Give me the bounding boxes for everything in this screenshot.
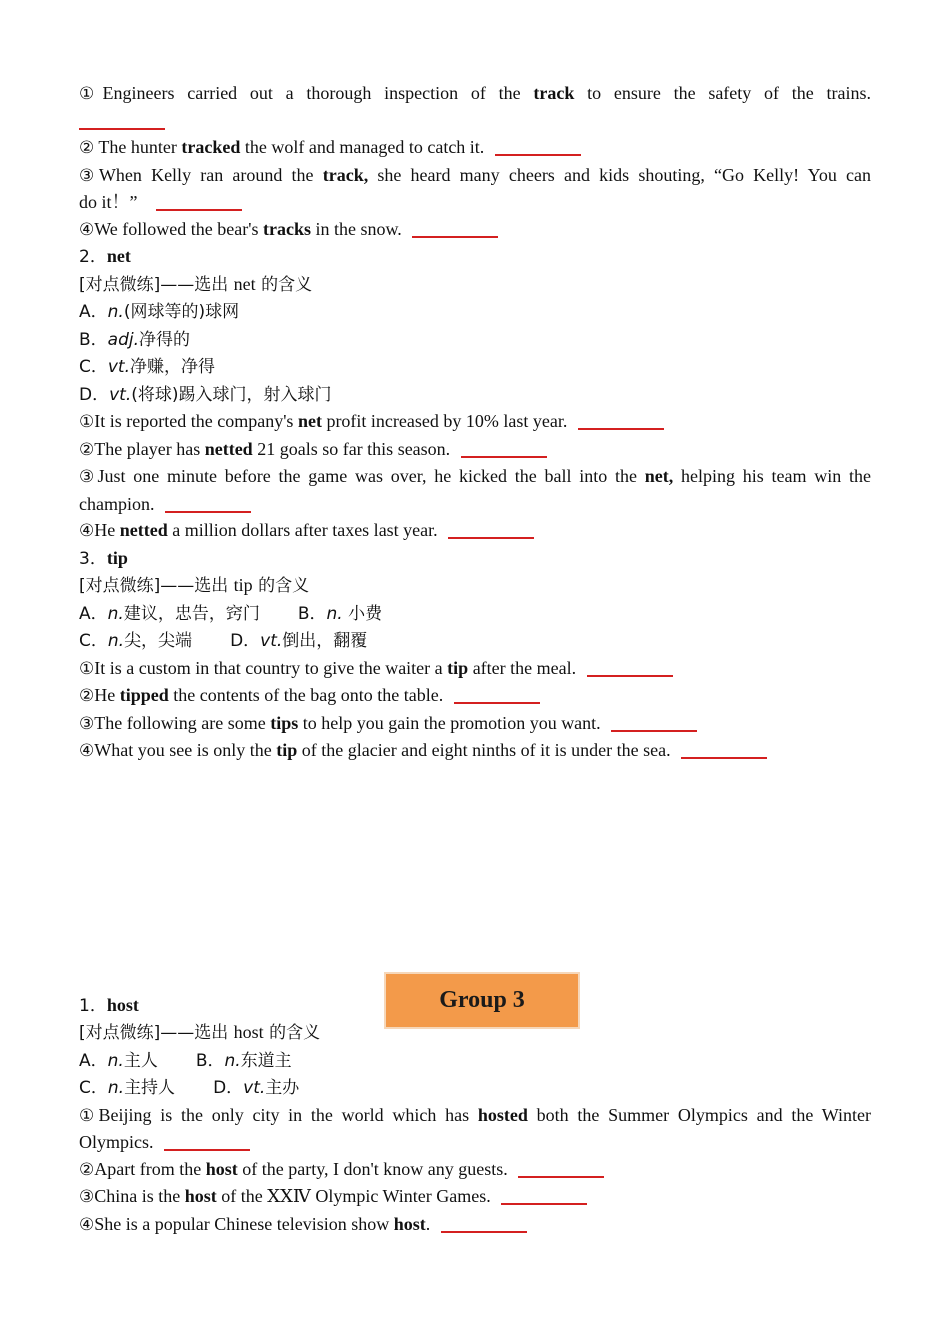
net-sentence-3: ③Just one minute before the game was over, he kicked the ball into the net, helping his team win the (79, 466, 871, 487)
answer-blank[interactable] (448, 519, 534, 539)
host-sentence-3: ③China is the host of the ⅩⅩⅣ Olympic Winter Games. (79, 1183, 871, 1211)
net-option-d: D．vt.(将球)踢入球门，射入球门 (79, 384, 332, 405)
host-sentence-1: ①Beijing is the only city in the world which has hosted both the Summer Olympics and the Winter (79, 1104, 871, 1126)
answer-blank[interactable] (501, 1185, 587, 1205)
answer-blank[interactable] (156, 191, 242, 211)
tip-options-ab: A．n.建议，忠告，窍门 B．n. 小费 (79, 603, 383, 624)
net-sentence-2: ②The player has netted 21 goals so far this season. (79, 436, 871, 464)
answer-blank[interactable] (454, 684, 540, 704)
net-option-a: A．n.(网球等的)球网 (79, 302, 240, 322)
answer-blank[interactable] (441, 1213, 527, 1233)
answer-blank[interactable] (461, 438, 547, 458)
answer-blank[interactable] (164, 1131, 250, 1151)
host-heading: 1．host (79, 994, 139, 1016)
track-sentence-1-answer-line (79, 108, 871, 135)
answer-blank[interactable] (611, 712, 697, 732)
host-options-cd: C．n.主持人 D．vt.主办 (79, 1078, 300, 1098)
track-sentence-4: ④We followed the bear's tracks in the snow. (79, 216, 871, 244)
net-sentence-3-cont: champion. (79, 491, 871, 518)
group-3-banner: Group 3 (384, 972, 580, 1029)
tip-options-cd: C．n.尖，尖端 D．vt.倒出，翻覆 (79, 631, 368, 651)
tip-task: [对点微练]——选出 tip 的含义 (79, 575, 310, 596)
net-heading: 2．net (79, 246, 131, 267)
answer-blank[interactable] (79, 110, 165, 130)
track-sentence-1: ①Engineers carried out a thorough inspection of the track to ensure the safety of the trains. (79, 83, 872, 104)
tip-sentence-1: ①It is a custom in that country to give the waiter a tip after the meal. (79, 655, 871, 683)
host-sentence-4: ④She is a popular Chinese television show host. (79, 1211, 871, 1239)
answer-blank[interactable] (578, 410, 664, 430)
net-sentence-1: ①It is reported the company's net profit increased by 10% last year. (79, 408, 871, 436)
net-option-c: C．vt.净赚，净得 (79, 357, 216, 377)
host-task: [对点微练]——选出 host 的含义 (79, 1022, 321, 1043)
answer-blank[interactable] (495, 136, 581, 156)
host-options-ab: A．n.主人 B．n.东道主 (79, 1050, 292, 1071)
host-sentence-1-cont: Olympics. (79, 1129, 871, 1156)
net-sentence-4: ④He netted a million dollars after taxes last year. (79, 517, 871, 545)
answer-blank[interactable] (681, 739, 767, 759)
host-sentence-2: ②Apart from the host of the party, I don't know any guests. (79, 1156, 871, 1184)
answer-blank[interactable] (518, 1158, 604, 1178)
answer-blank[interactable] (412, 218, 498, 238)
net-task: [对点微练]——选出 net 的含义 (79, 273, 313, 295)
net-option-b: B．adj.净得的 (79, 329, 191, 350)
tip-sentence-4: ④What you see is only the tip of the glacier and eight ninths of it is under the sea. (79, 737, 871, 765)
track-sentence-3-cont: do it！” (79, 189, 871, 216)
answer-blank[interactable] (587, 657, 673, 677)
tip-sentence-2: ②He tipped the contents of the bag onto the table. (79, 682, 871, 710)
answer-blank[interactable] (165, 493, 251, 513)
track-sentence-2: ② The hunter tracked the wolf and managed to catch it. (79, 134, 871, 162)
track-sentence-3: ③When Kelly ran around the track, she heard many cheers and kids shouting, “Go Kelly! You can (79, 164, 871, 186)
tip-heading: 3．tip (79, 547, 128, 569)
tip-sentence-3: ③The following are some tips to help you gain the promotion you want. (79, 710, 871, 738)
worksheet-page (79, 80, 871, 1238)
